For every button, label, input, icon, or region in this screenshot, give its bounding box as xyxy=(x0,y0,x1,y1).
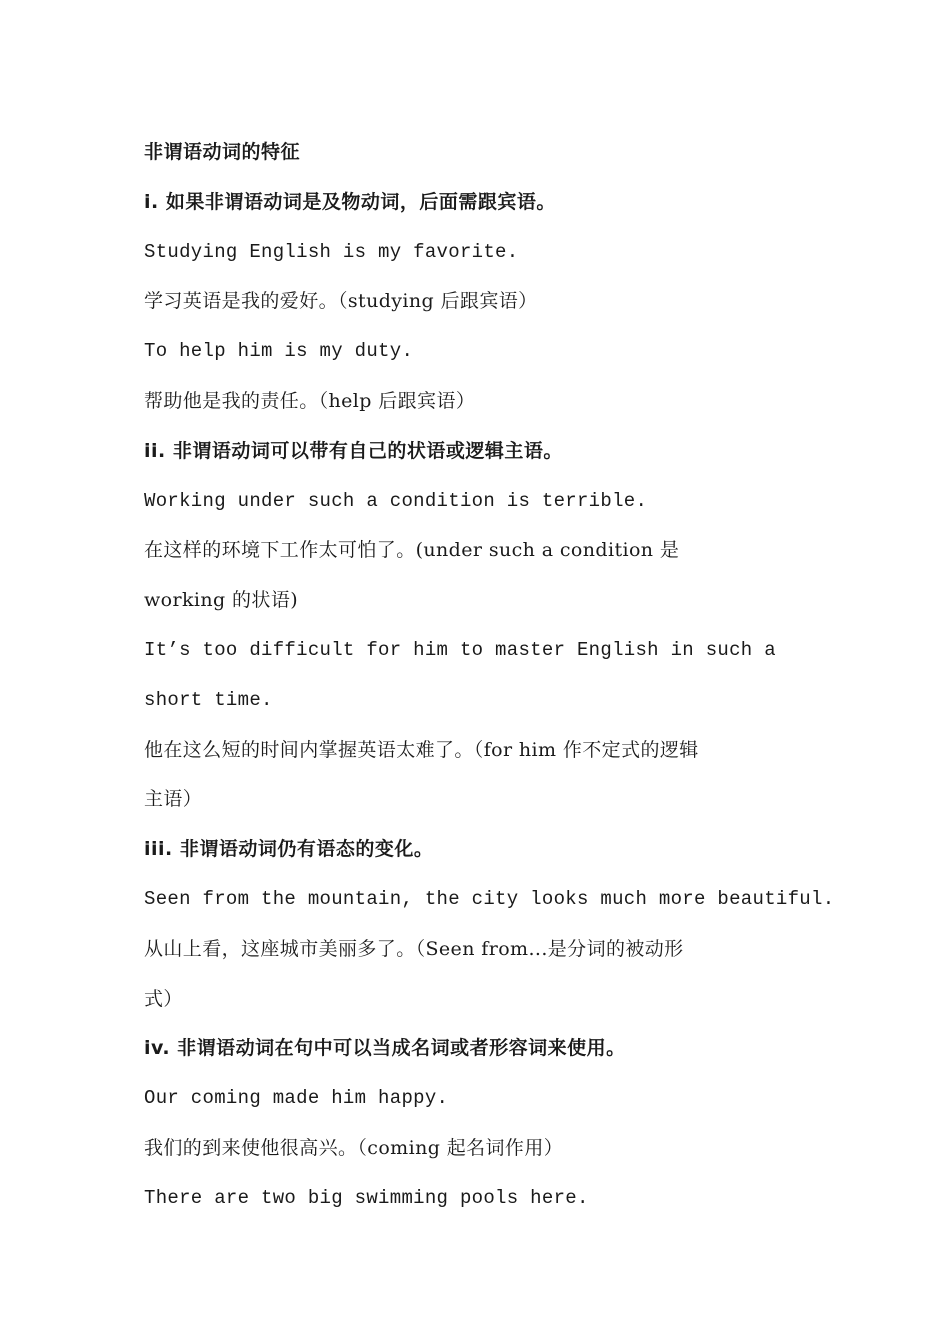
example-translation-chinese: 从山上看，这座城市美丽多了。（Seen from...是分词的被动形 xyxy=(144,937,684,960)
example-translation-chinese: 帮助他是我的责任。（help 后跟宾语） xyxy=(144,389,476,412)
example-sentence-english: It’s too difficult for him to master English in such a xyxy=(144,638,776,661)
example-translation-chinese: 在这样的环境下工作太可怕了。(under such a condition 是 xyxy=(144,539,680,562)
document-title: 非谓语动词的特征 xyxy=(144,141,301,163)
section-heading-i: i. 如果非谓语动词是及物动词，后面需跟宾语。 xyxy=(144,190,556,213)
example-sentence-continued: short time. xyxy=(144,688,273,711)
section-heading-iv: iv. 非谓语动词在句中可以当成名词或者形容词来使用。 xyxy=(144,1037,626,1060)
example-sentence-english: Working under such a condition is terrible. xyxy=(144,489,648,512)
document-body xyxy=(144,128,835,1224)
example-sentence-english: Studying English is my favorite. xyxy=(144,240,519,263)
example-translation-chinese: 我们的到来使他很高兴。（coming 起名词作用） xyxy=(144,1136,564,1159)
section-heading-iii: iii. 非谓语动词仍有语态的变化。 xyxy=(144,838,434,861)
example-translation-continued: working 的状语) xyxy=(144,589,299,612)
example-translation-chinese: 他在这么短的时间内掌握英语太难了。（for him 作不定式的逻辑 xyxy=(144,738,699,761)
section-heading-ii: ii. 非谓语动词可以带有自己的状语或逻辑主语。 xyxy=(144,439,563,462)
example-sentence-english: Our coming made him happy. xyxy=(144,1087,449,1110)
example-translation-continued: 式） xyxy=(144,987,183,1010)
example-sentence-english: Seen from the mountain, the city looks much more beautiful. xyxy=(144,887,835,910)
example-sentence-english: There are two big swimming pools here. xyxy=(144,1186,589,1209)
example-translation-chinese: 学习英语是我的爱好。（studying 后跟宾语） xyxy=(144,290,538,313)
example-sentence-english: To help him is my duty. xyxy=(144,340,414,363)
example-translation-continued: 主语） xyxy=(144,788,203,811)
